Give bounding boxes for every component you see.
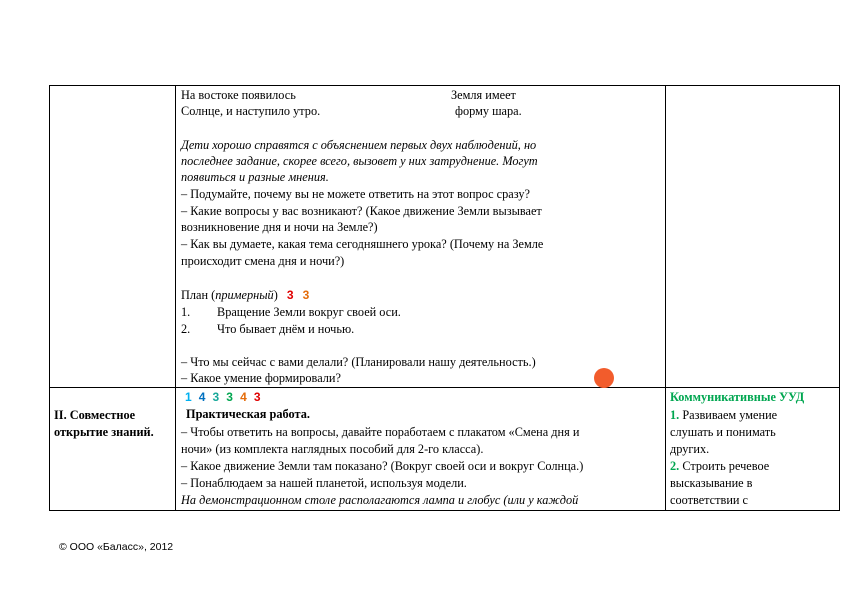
question-2a: – Какие вопросы у вас возникают? (Какое движение Земли вызывает bbox=[181, 204, 542, 218]
plan-prefix: План ( bbox=[181, 288, 216, 302]
bottom-line-1: – Чтобы ответить на вопросы, давайте поработаем с плакатом «Смена дня и bbox=[181, 425, 580, 439]
uud-item-2-num: 2. bbox=[670, 459, 680, 473]
copyright-footer: © ООО «Баласс», 2012 bbox=[59, 541, 174, 553]
question-2b: возникновение дня и ночи на Земле?) bbox=[181, 220, 378, 234]
question-1: – Подумайте, почему вы не можете ответить на этот вопрос сразу? bbox=[181, 187, 530, 201]
observation-left-2: Солнце, и наступило утро. bbox=[181, 104, 321, 118]
uud-item-2-line-3: соответствии с bbox=[670, 493, 749, 507]
uud-item-1-num: 1. bbox=[670, 408, 680, 422]
col-line-left bbox=[49, 85, 50, 511]
bottom-line-2: ночи» (из комплекта наглядных пособий для 2-го класса). bbox=[181, 442, 484, 456]
stage-title-2: открытие знаний. bbox=[54, 425, 154, 439]
uud-item-1-line-1 bbox=[670, 407, 777, 424]
orange-marker-dot bbox=[594, 368, 614, 388]
practical-work-heading: Практическая работа. bbox=[186, 407, 310, 421]
uud-item-1-line-3: других. bbox=[670, 442, 710, 456]
plan-item-2-num: 2. bbox=[181, 322, 191, 336]
table-top-border bbox=[49, 85, 840, 86]
uud-item-2-line-1 bbox=[670, 458, 769, 475]
uud-item-1-line-2: слушать и понимать bbox=[670, 425, 776, 439]
competency-numbers bbox=[185, 389, 261, 406]
col-line-2 bbox=[175, 85, 176, 511]
comp-num-4: 3 bbox=[226, 390, 233, 404]
question-5: – Какое умение формировали? bbox=[181, 371, 341, 385]
plan-number-2: 3 bbox=[302, 288, 310, 302]
comp-num-6: 3 bbox=[253, 390, 261, 404]
plan-number-1: 3 bbox=[286, 288, 294, 302]
table-bottom-border bbox=[49, 510, 840, 511]
teacher-note-2: последнее задание, скорее всего, вызовет у них затруднение. Могут bbox=[181, 154, 538, 168]
plan-item-2-text: Что бывает днём и ночью. bbox=[217, 322, 355, 336]
col-line-3 bbox=[665, 85, 666, 511]
question-3a: – Как вы думаете, какая тема сегодняшнего урока? (Почему на Земле bbox=[181, 237, 544, 251]
comp-num-3: 3 bbox=[212, 390, 220, 404]
observation-right-2: форму шара. bbox=[455, 104, 522, 118]
row-divider bbox=[49, 387, 840, 388]
plan-heading bbox=[181, 287, 309, 304]
plan-italic: примерный bbox=[215, 288, 274, 302]
comp-num-2: 4 bbox=[198, 390, 206, 404]
uud-item-2-text-a: Строить речевое bbox=[682, 459, 770, 473]
observation-right-1: Земля имеет bbox=[451, 88, 516, 102]
stage-title-1: II. Совместное bbox=[54, 408, 136, 422]
uud-item-2-line-2: высказывание в bbox=[670, 476, 753, 490]
comp-num-1: 1 bbox=[185, 390, 192, 404]
plan-item-1-text: Вращение Земли вокруг своей оси. bbox=[217, 305, 401, 319]
bottom-line-4: – Понаблюдаем за нашей планетой, используя модели. bbox=[181, 476, 467, 490]
comp-num-5: 4 bbox=[240, 390, 247, 404]
plan-suffix: ) bbox=[273, 288, 278, 302]
col-line-right bbox=[839, 85, 840, 511]
question-3b: происходит смена дня и ночи?) bbox=[181, 254, 345, 268]
bottom-line-5: На демонстрационном столе располагаются лампа и глобус (или у каждой bbox=[181, 493, 579, 507]
uud-heading: Коммуникативные УУД bbox=[670, 390, 805, 404]
question-4: – Что мы сейчас с вами делали? (Планировали нашу деятельность.) bbox=[181, 355, 536, 369]
uud-item-1-text-a: Развиваем умение bbox=[682, 408, 778, 422]
teacher-note-1: Дети хорошо справятся с объяснением первых двух наблюдений, но bbox=[181, 138, 537, 152]
bottom-line-3: – Какое движение Земли там показано? (Вокруг своей оси и вокруг Солнца.) bbox=[181, 459, 584, 473]
plan-item-1-num: 1. bbox=[181, 305, 191, 319]
teacher-note-3: появиться и разные мнения. bbox=[181, 170, 329, 184]
observation-left-1: На востоке появилось bbox=[181, 88, 296, 102]
